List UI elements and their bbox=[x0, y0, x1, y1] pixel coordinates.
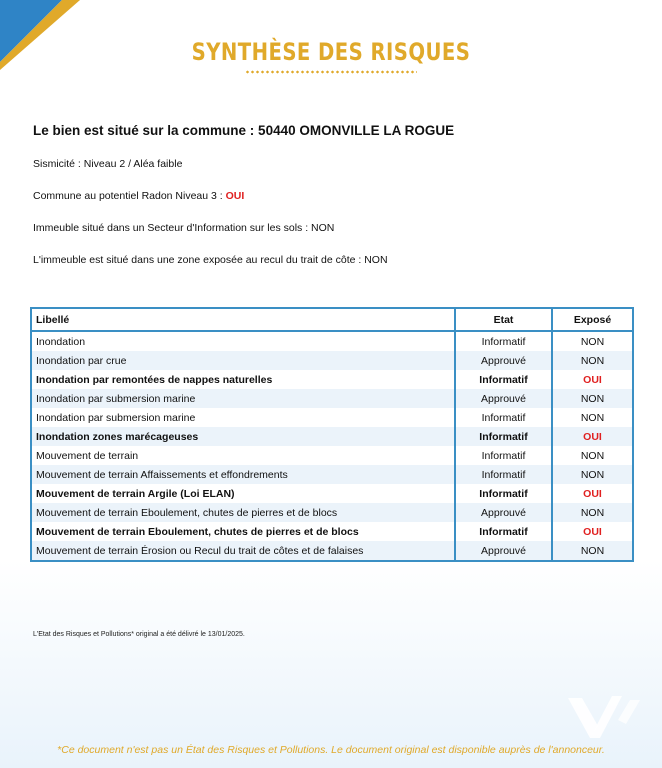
cell-libelle: Inondation par submersion marine bbox=[31, 408, 455, 427]
cell-expose: NON bbox=[552, 331, 633, 351]
cell-expose: NON bbox=[552, 465, 633, 484]
sis-line: Immeuble situé dans un Secteur d'Information sur les sols : NON bbox=[33, 222, 335, 234]
table-row bbox=[31, 427, 633, 446]
cell-etat: Approuvé bbox=[455, 389, 552, 408]
cell-libelle: Mouvement de terrain Érosion ou Recul du trait de côtes et de falaises bbox=[31, 541, 455, 561]
cell-libelle: Inondation par crue bbox=[31, 351, 455, 370]
cell-libelle: Inondation par submersion marine bbox=[31, 389, 455, 408]
cell-libelle: Mouvement de terrain Affaissements et effondrements bbox=[31, 465, 455, 484]
radon-value: OUI bbox=[225, 190, 245, 202]
cell-libelle: Mouvement de terrain bbox=[31, 446, 455, 465]
table-body bbox=[31, 331, 633, 561]
table-row bbox=[31, 408, 633, 427]
cell-expose: NON bbox=[552, 446, 633, 465]
cell-libelle: Mouvement de terrain Argile (Loi ELAN) bbox=[31, 484, 455, 503]
cell-expose: OUI bbox=[552, 522, 633, 541]
table-row bbox=[31, 465, 633, 484]
table-header-row bbox=[31, 308, 633, 331]
disclaimer-text: *Ce document n'est pas un État des Risques et Pollutions. Le document original est disponible auprès de l'annonceur. bbox=[57, 744, 605, 756]
table-row bbox=[31, 541, 633, 561]
table-row bbox=[31, 446, 633, 465]
delivery-note: L'Etat des Risques et Pollutions* original a été délivré le 13/01/2025. bbox=[33, 631, 245, 638]
cell-etat: Informatif bbox=[455, 408, 552, 427]
table-row bbox=[31, 503, 633, 522]
header-etat: Etat bbox=[455, 308, 552, 331]
cell-etat: Informatif bbox=[455, 484, 552, 503]
cell-expose: NON bbox=[552, 503, 633, 522]
cell-expose: OUI bbox=[552, 370, 633, 389]
cell-libelle: Inondation zones marécageuses bbox=[31, 427, 455, 446]
cell-etat: Approuvé bbox=[455, 503, 552, 522]
title-underline-dots bbox=[245, 70, 417, 74]
cell-expose: NON bbox=[552, 408, 633, 427]
cell-etat: Informatif bbox=[455, 465, 552, 484]
header-libelle: Libellé bbox=[31, 308, 455, 331]
radon-label: Commune au potentiel Radon Niveau 3 : bbox=[33, 190, 226, 202]
cell-etat: Informatif bbox=[455, 427, 552, 446]
table-row bbox=[31, 370, 633, 389]
table-row bbox=[31, 351, 633, 370]
cell-etat: Approuvé bbox=[455, 351, 552, 370]
cell-etat: Approuvé bbox=[455, 541, 552, 561]
page-title: SYNTHÈSE DES RISQUES bbox=[191, 38, 471, 66]
cell-libelle: Inondation par remontées de nappes naturelles bbox=[31, 370, 455, 389]
recul-line: L'immeuble est situé dans une zone exposée au recul du trait de côte : NON bbox=[33, 254, 388, 266]
cell-expose: OUI bbox=[552, 427, 633, 446]
risks-table bbox=[30, 307, 634, 562]
table-row bbox=[31, 484, 633, 503]
table-row bbox=[31, 331, 633, 351]
brand-logo bbox=[560, 690, 662, 740]
cell-etat: Informatif bbox=[455, 370, 552, 389]
sismicite-line: Sismicité : Niveau 2 / Aléa faible bbox=[33, 158, 183, 170]
cell-etat: Informatif bbox=[455, 446, 552, 465]
commune-line: Le bien est situé sur la commune : 50440 OMONVILLE LA ROGUE bbox=[33, 123, 455, 138]
table-row bbox=[31, 389, 633, 408]
header-expose: Exposé bbox=[552, 308, 633, 331]
radon-line bbox=[33, 190, 244, 202]
cell-libelle: Mouvement de terrain Eboulement, chutes de pierres et de blocs bbox=[31, 503, 455, 522]
table-row bbox=[31, 522, 633, 541]
cell-expose: NON bbox=[552, 389, 633, 408]
cell-expose: OUI bbox=[552, 484, 633, 503]
cell-etat: Informatif bbox=[455, 331, 552, 351]
cell-expose: NON bbox=[552, 351, 633, 370]
cell-libelle: Inondation bbox=[31, 331, 455, 351]
cell-libelle: Mouvement de terrain Eboulement, chutes de pierres et de blocs bbox=[31, 522, 455, 541]
cell-etat: Informatif bbox=[455, 522, 552, 541]
cell-expose: NON bbox=[552, 541, 633, 561]
